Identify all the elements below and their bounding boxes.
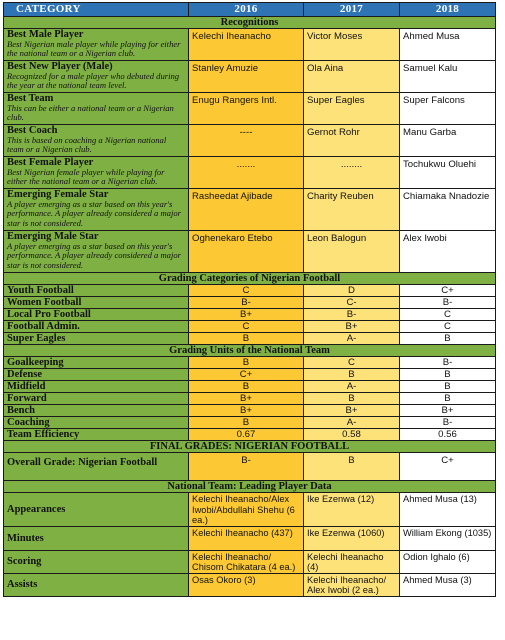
award-name: Best Male Player xyxy=(7,29,84,40)
table-row xyxy=(4,231,496,273)
cell-2016: Rasheedat Ajibade xyxy=(189,189,304,231)
table-row xyxy=(4,526,496,550)
row-label xyxy=(4,29,189,61)
cell-2017: A- xyxy=(304,417,400,429)
row-label: Team Efficiency xyxy=(4,429,189,441)
award-description: Best Nigerian male player while playing for either the national team or a Nigerian club. xyxy=(7,39,181,59)
cell-2017: B xyxy=(304,369,400,381)
cell-2018: B xyxy=(400,393,496,405)
cell-2017: Victor Moses xyxy=(304,29,400,61)
cell-2017: C- xyxy=(304,297,400,309)
row-label: Scoring xyxy=(4,550,189,573)
table-row xyxy=(4,285,496,297)
cell-2017: Ike Ezenwa (1060) xyxy=(304,526,400,550)
table-row xyxy=(4,417,496,429)
section-player-data xyxy=(4,481,496,493)
cell-2017: Charity Reuben xyxy=(304,189,400,231)
cell-2016: B- xyxy=(189,297,304,309)
cell-2018: B- xyxy=(400,417,496,429)
cell-2018: William Ekong (1035) xyxy=(400,526,496,550)
row-label: Super Eagles xyxy=(4,333,189,345)
cell-2017: Kelechi Iheanacho/ Alex Iwobi (2 ea.) xyxy=(304,573,400,596)
cell-2016: C+ xyxy=(189,369,304,381)
row-label xyxy=(4,61,189,93)
table-row xyxy=(4,309,496,321)
cell-2017: Leon Balogun xyxy=(304,231,400,273)
cell-2018: Chiamaka Nnadozie xyxy=(400,189,496,231)
table-row xyxy=(4,493,496,527)
row-label: Defense xyxy=(4,369,189,381)
section-title: FINAL GRADES: NIGERIAN FOOTBALL xyxy=(4,441,496,453)
cell-2017: C xyxy=(304,357,400,369)
award-name: Best Team xyxy=(7,93,54,104)
cell-2018: C+ xyxy=(400,285,496,297)
cell-2016: C xyxy=(189,285,304,297)
table-row xyxy=(4,61,496,93)
table-row xyxy=(4,393,496,405)
cell-2018: Tochukwu Oluehi xyxy=(400,157,496,189)
cell-2016: Oghenekaro Etebo xyxy=(189,231,304,273)
cell-2016: Kelechi Iheanacho/ Chisom Chikatara (4 ea.) xyxy=(189,550,304,573)
award-description: This is based on coaching a Nigerian national team or a Nigerian club. xyxy=(7,135,167,155)
table-row xyxy=(4,333,496,345)
cell-2017: B+ xyxy=(304,321,400,333)
cell-2017: Ola Aina xyxy=(304,61,400,93)
cell-2016: B+ xyxy=(189,405,304,417)
award-name: Emerging Male Star xyxy=(7,231,99,242)
award-name: Best New Player (Male) xyxy=(7,61,113,72)
row-label xyxy=(4,231,189,273)
header-2017: 2017 xyxy=(304,3,400,17)
header-category: CATEGORY xyxy=(4,3,189,17)
cell-2018: 0.56 xyxy=(400,429,496,441)
cell-2018: C xyxy=(400,321,496,333)
cell-2016: ---- xyxy=(189,125,304,157)
cell-2018: Ahmed Musa xyxy=(400,29,496,61)
cell-2016: ....... xyxy=(189,157,304,189)
table-row xyxy=(4,29,496,61)
cell-2018: Samuel Kalu xyxy=(400,61,496,93)
cell-2016: Kelechi Iheanacho/Alex Iwobi/Abdullahi Shehu (6 ea.) xyxy=(189,493,304,527)
cell-2016: B xyxy=(189,357,304,369)
cell-2017: B- xyxy=(304,309,400,321)
header-2018: 2018 xyxy=(400,3,496,17)
table-row xyxy=(4,405,496,417)
row-label: Bench xyxy=(4,405,189,417)
table-row xyxy=(4,369,496,381)
header-row xyxy=(4,3,496,17)
award-name: Best Female Player xyxy=(7,157,94,168)
cell-2018: C xyxy=(400,309,496,321)
football-grades-sheet xyxy=(3,2,495,597)
award-description: Best Nigerian female player while playing for either the national team or a Nigerian club. xyxy=(7,167,165,187)
cell-2016: Kelechi Iheanacho xyxy=(189,29,304,61)
table-row xyxy=(4,93,496,125)
cell-2016: Osas Okoro (3) xyxy=(189,573,304,596)
row-label xyxy=(4,125,189,157)
cell-2017: D xyxy=(304,285,400,297)
award-description: Recognized for a male player who debuted during the year at the national team level. xyxy=(7,71,180,91)
award-description: A player emerging as a star based on this year's performance. A player already considered a major star is not considered. xyxy=(7,241,181,270)
cell-2018: Super Falcons xyxy=(400,93,496,125)
cell-2018: Ahmed Musa (3) xyxy=(400,573,496,596)
cell-2018: B xyxy=(400,333,496,345)
cell-2016: B+ xyxy=(189,309,304,321)
section-final-grades xyxy=(4,441,496,453)
cell-2017: Ike Ezenwa (12) xyxy=(304,493,400,527)
cell-2017: A- xyxy=(304,381,400,393)
cell-2016: B+ xyxy=(189,393,304,405)
cell-2016: B xyxy=(189,333,304,345)
cell-2017: Gernot Rohr xyxy=(304,125,400,157)
cell-2017: B+ xyxy=(304,405,400,417)
cell-2016: B- xyxy=(189,453,304,481)
section-title: National Team: Leading Player Data xyxy=(4,481,496,493)
cell-2018: B- xyxy=(400,357,496,369)
table-row xyxy=(4,189,496,231)
row-label xyxy=(4,157,189,189)
row-label: Youth Football xyxy=(4,285,189,297)
header-2016: 2016 xyxy=(189,3,304,17)
section-recognitions xyxy=(4,17,496,29)
cell-2017: 0.58 xyxy=(304,429,400,441)
cell-2017: B xyxy=(304,453,400,481)
table-row xyxy=(4,573,496,596)
cell-2018: C+ xyxy=(400,453,496,481)
row-label: Midfield xyxy=(4,381,189,393)
award-description: A player emerging as a star based on this year's performance. A player already considered a major star is not considered. xyxy=(7,199,181,228)
section-title: Grading Categories of Nigerian Football xyxy=(4,273,496,285)
row-label: Local Pro Football xyxy=(4,309,189,321)
award-name: Emerging Female Star xyxy=(7,189,109,200)
cell-2016: C xyxy=(189,321,304,333)
cell-2018: B+ xyxy=(400,405,496,417)
table-row xyxy=(4,297,496,309)
cell-2018: B xyxy=(400,381,496,393)
section-grading-units xyxy=(4,345,496,357)
row-label: Appearances xyxy=(4,493,189,527)
section-title: Grading Units of the National Team xyxy=(4,345,496,357)
table-row xyxy=(4,550,496,573)
award-description: This can be either a national team or a Nigerian club. xyxy=(7,103,174,123)
table-row xyxy=(4,453,496,481)
cell-2018: B- xyxy=(400,297,496,309)
row-label: Goalkeeping xyxy=(4,357,189,369)
section-grading-categories xyxy=(4,273,496,285)
cell-2017: ........ xyxy=(304,157,400,189)
cell-2016: 0.67 xyxy=(189,429,304,441)
cell-2018: Manu Garba xyxy=(400,125,496,157)
row-label: Football Admin. xyxy=(4,321,189,333)
table-row xyxy=(4,357,496,369)
grades-table xyxy=(3,2,496,597)
cell-2018: Ahmed Musa (13) xyxy=(400,493,496,527)
row-label: Assists xyxy=(4,573,189,596)
cell-2017: B xyxy=(304,393,400,405)
row-label xyxy=(4,189,189,231)
table-row xyxy=(4,125,496,157)
table-row xyxy=(4,157,496,189)
cell-2016: Enugu Rangers Intl. xyxy=(189,93,304,125)
table-row xyxy=(4,381,496,393)
section-title: Recognitions xyxy=(4,17,496,29)
cell-2016: Stanley Amuzie xyxy=(189,61,304,93)
cell-2017: A- xyxy=(304,333,400,345)
cell-2018: Alex Iwobi xyxy=(400,231,496,273)
cell-2016: Kelechi Iheanacho (437) xyxy=(189,526,304,550)
row-label: Forward xyxy=(4,393,189,405)
cell-2017: Super Eagles xyxy=(304,93,400,125)
cell-2017: Kelechi Iheanacho (4) xyxy=(304,550,400,573)
cell-2018: B xyxy=(400,369,496,381)
award-name: Best Coach xyxy=(7,125,58,136)
cell-2018: Odion Ighalo (6) xyxy=(400,550,496,573)
row-label: Overall Grade: Nigerian Football xyxy=(4,453,189,481)
table-row xyxy=(4,321,496,333)
row-label: Minutes xyxy=(4,526,189,550)
row-label: Women Football xyxy=(4,297,189,309)
cell-2016: B xyxy=(189,417,304,429)
row-label: Coaching xyxy=(4,417,189,429)
cell-2016: B xyxy=(189,381,304,393)
row-label xyxy=(4,93,189,125)
table-row xyxy=(4,429,496,441)
